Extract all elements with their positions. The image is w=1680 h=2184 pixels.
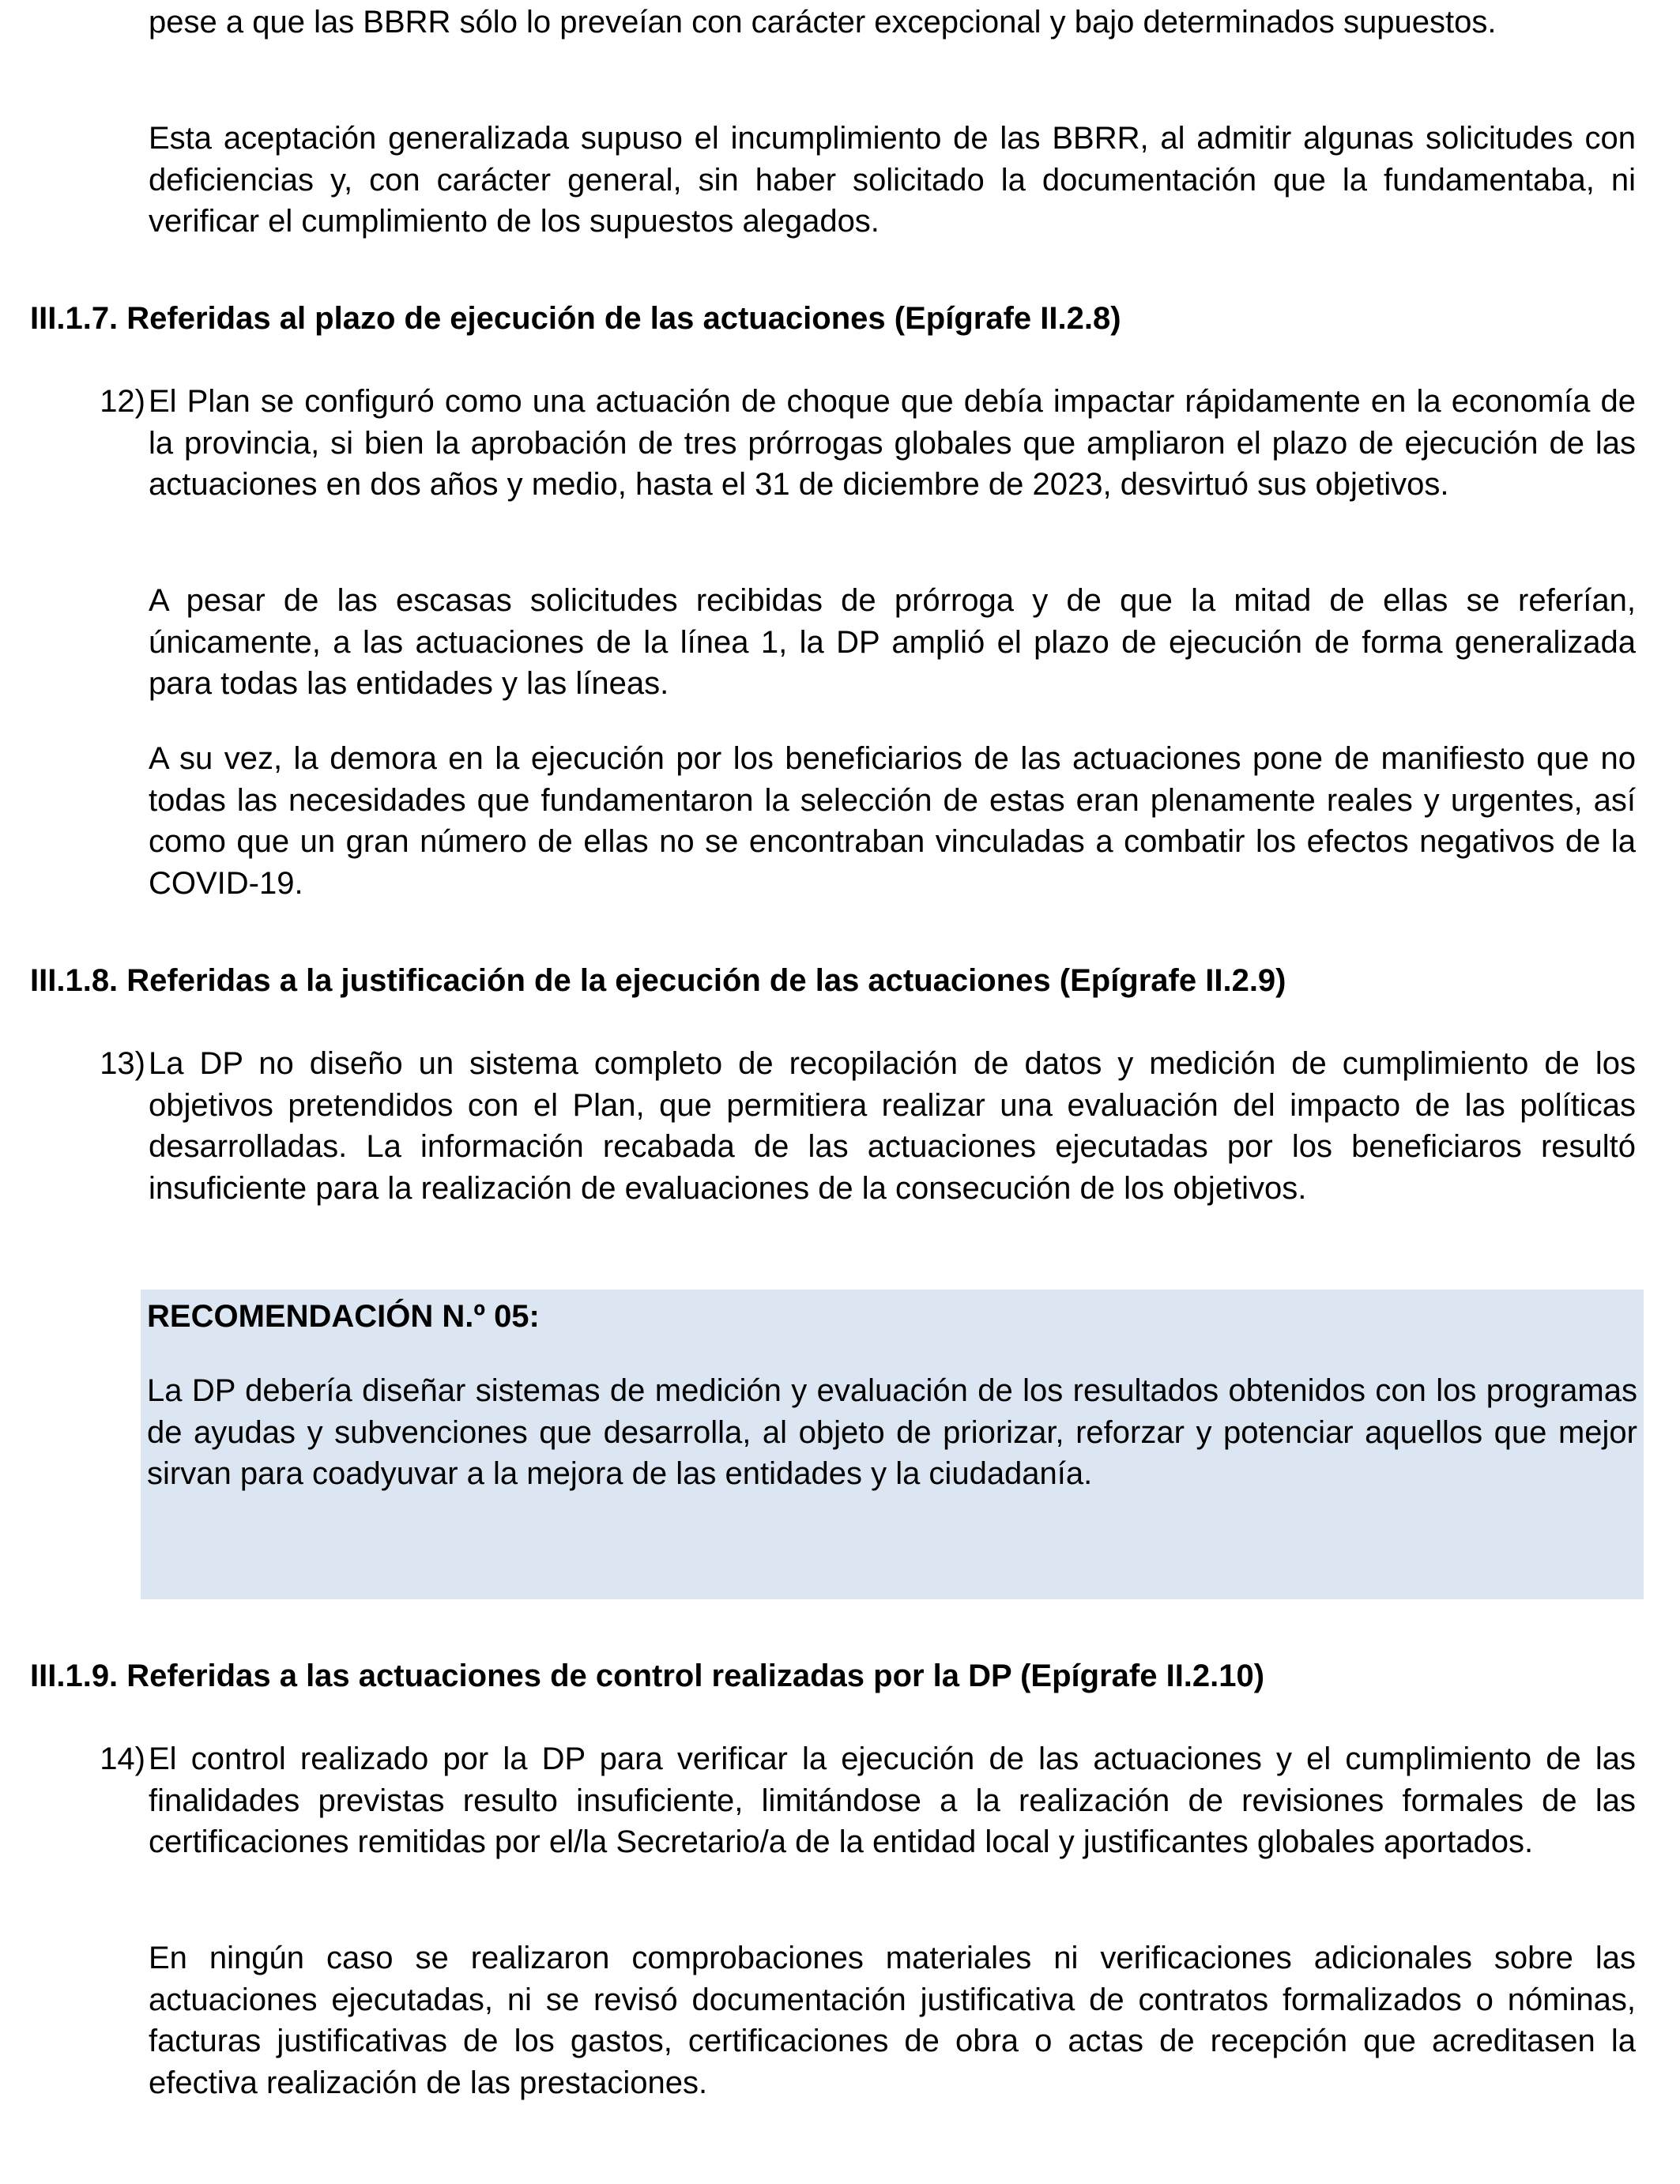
numbered-item-13 [100, 1043, 1636, 1209]
item-number: 12) [100, 384, 145, 419]
section-heading-3-1-9: III.1.9. Referidas a las actuaciones de control realizadas por la DP (Epígrafe II.2.10) [30, 1659, 1265, 1693]
section-heading-3-1-8: III.1.8. Referidas a la justificación de la ejecución de las actuaciones (Epígrafe II.2.9) [30, 963, 1286, 998]
numbered-item-14 [100, 1738, 1636, 1863]
recommendation-text: La DP debería diseñar sistemas de medición y evaluación de los resultados obtenidos con los programas de ayudas y subvenciones que desarrolla, al objeto de priorizar, reforzar y potenciar aquellos que mejor sirvan para coadyuvar a la mejora de las entidades y la ciudadanía. [147, 1373, 1637, 1491]
paragraph-prorroga: A pesar de las escasas solicitudes recibidas de prórroga y de que la mitad de ellas se referían, únicamente, a las actuaciones de la línea 1, la DP amplió el plazo de ejecución de forma generalizada para todas las entidades y las líneas. [149, 583, 1636, 701]
paragraph-demora: A su vez, la demora en la ejecución por los beneficiarios de las actuaciones pone de manifiesto que no todas las necesidades que fundamentaron la selección de estas eran plenamente reales y urgentes, así como que un gran número de ellas no se encontraban vinculadas a combatir los efectos negativos de la COVID-19. [149, 741, 1636, 901]
paragraph-continuation: pese a que las BBRR sólo lo preveían con carácter excepcional y bajo determinados supuestos. [149, 5, 1497, 40]
recommendation-box [141, 1290, 1644, 1599]
recommendation-title: RECOMENDACIÓN N.º 05: [147, 1299, 540, 1334]
item-text: El Plan se configuró como una actuación de choque que debía impactar rápidamente en la economía de la provincia, si bien la aprobación de tres prórrogas globales que ampliaron el plazo de ejecución de las actuaciones en dos años y medio, hasta el 31 de diciembre de 2023, desvirtuó sus objetivos. [149, 384, 1636, 502]
item-text: El control realizado por la DP para verificar la ejecución de las actuaciones y el cumplimiento de las finalidades previstas resulto insuficiente, limitándose a la realización de revisiones formales de las certificaciones remitidas por el/la Secretario/a de la entidad local y justificantes globales aportados. [149, 1742, 1636, 1859]
item-text: La DP no diseño un sistema completo de recopilación de datos y medición de cumplimiento de los objetivos pretendidos con el Plan, que permitiera realizar una evaluación del impacto de las políticas desarrolladas. La información recabada de las actuaciones ejecutadas por los beneficiaros resultó insuficiente para la realización de evaluaciones de la consecución de los objetivos. [149, 1046, 1636, 1206]
item-number: 14) [100, 1742, 145, 1776]
numbered-item-12 [100, 381, 1636, 506]
paragraph-comprobaciones: En ningún caso se realizaron comprobaciones materiales ni verificaciones adicionales sobre las actuaciones ejecutadas, ni se revisó documentación justificativa de contratos formalizados o nóminas, facturas justificativas de los gastos, certificaciones de obra o actas de recepción que acreditasen la efectiva realización de las prestaciones. [149, 1941, 1636, 2100]
item-number: 13) [100, 1046, 145, 1081]
section-heading-3-1-7: III.1.7. Referidas al plazo de ejecución de las actuaciones (Epígrafe II.2.8) [30, 301, 1121, 336]
paragraph-acceptance: Esta aceptación generalizada supuso el incumplimiento de las BBRR, al admitir algunas solicitudes con deficiencias y, con carácter general, sin haber solicitado la documentación que la fundamentaba, ni verificar el cumplimiento de los supuestos alegados. [149, 121, 1636, 239]
